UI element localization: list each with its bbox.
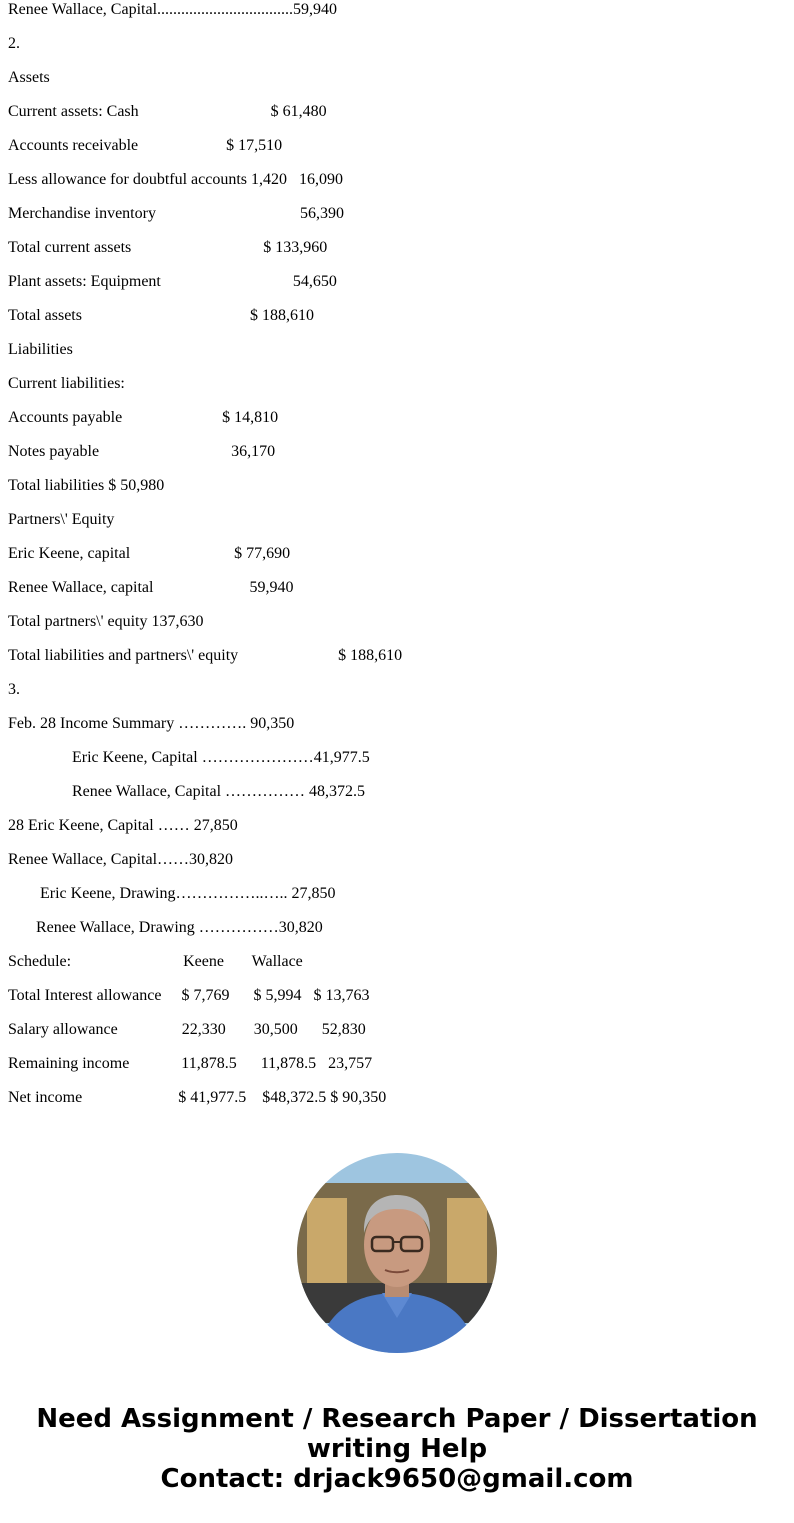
avatar-photo — [297, 1153, 497, 1353]
text-line: Eric Keene, Drawing……………..….. 27,850 — [8, 885, 336, 902]
text-line: Renee Wallace, Capital..................................59,940 — [8, 1, 338, 18]
text-line: Total partners\' equity 137,630 — [8, 613, 204, 630]
text-line: 3. — [8, 681, 20, 698]
text-line: Plant assets: Equipment 54,650 — [8, 273, 337, 290]
text-line: Total Interest allowance $ 7,769 $ 5,994 $ 13,763 — [8, 987, 370, 1004]
text-line: Total liabilities and partners\' equity $ 188,610 — [8, 647, 403, 664]
text-line: Merchandise inventory 56,390 — [8, 205, 344, 222]
text-line: Current assets: Cash $ 61,480 — [8, 103, 327, 120]
text-line: Renee Wallace, Drawing ……………30,820 — [8, 919, 323, 936]
text-line: Renee Wallace, capital 59,940 — [8, 579, 294, 596]
text-line: Notes payable 36,170 — [8, 443, 276, 460]
text-line: Renee Wallace, Capital……30,820 — [8, 851, 234, 868]
text-line: Less allowance for doubtful accounts 1,420 16,090 — [8, 171, 344, 188]
text-line: Total current assets $ 133,960 — [8, 239, 328, 256]
text-line: Remaining income 11,878.5 11,878.5 23,757 — [8, 1055, 373, 1072]
text-line: Current liabilities: — [8, 375, 125, 392]
text-line: Total liabilities $ 50,980 — [8, 477, 165, 494]
text-line: 28 Eric Keene, Capital …… 27,850 — [8, 817, 238, 834]
text-line: Eric Keene, Capital …………………41,977.5 — [8, 749, 370, 766]
text-line: Feb. 28 Income Summary …………. 90,350 — [8, 715, 295, 732]
text-line: Accounts payable $ 14,810 — [8, 409, 279, 426]
footer-contact: Contact: drjack9650@gmail.com — [160, 1464, 634, 1494]
text-line: 2. — [8, 35, 20, 52]
author-avatar — [297, 1153, 497, 1353]
text-line: Assets — [8, 69, 50, 86]
text-line: Eric Keene, capital $ 77,690 — [8, 545, 291, 562]
footer-line-1: Need Assignment / Research Paper / Dissertation — [36, 1404, 758, 1434]
text-line: Accounts receivable $ 17,510 — [8, 137, 283, 154]
text-line: Schedule: Keene Wallace — [8, 953, 303, 970]
text-line: Salary allowance 22,330 30,500 52,830 — [8, 1021, 366, 1038]
footer-line-2: writing Help — [306, 1434, 488, 1464]
text-line: Total assets $ 188,610 — [8, 307, 314, 324]
text-line: Partners\' Equity — [8, 511, 115, 528]
text-line: Liabilities — [8, 341, 73, 358]
text-line: Net income $ 41,977.5 $48,372.5 $ 90,350 — [8, 1089, 387, 1106]
text-line: Renee Wallace, Capital …………… 48,372.5 — [8, 783, 366, 800]
